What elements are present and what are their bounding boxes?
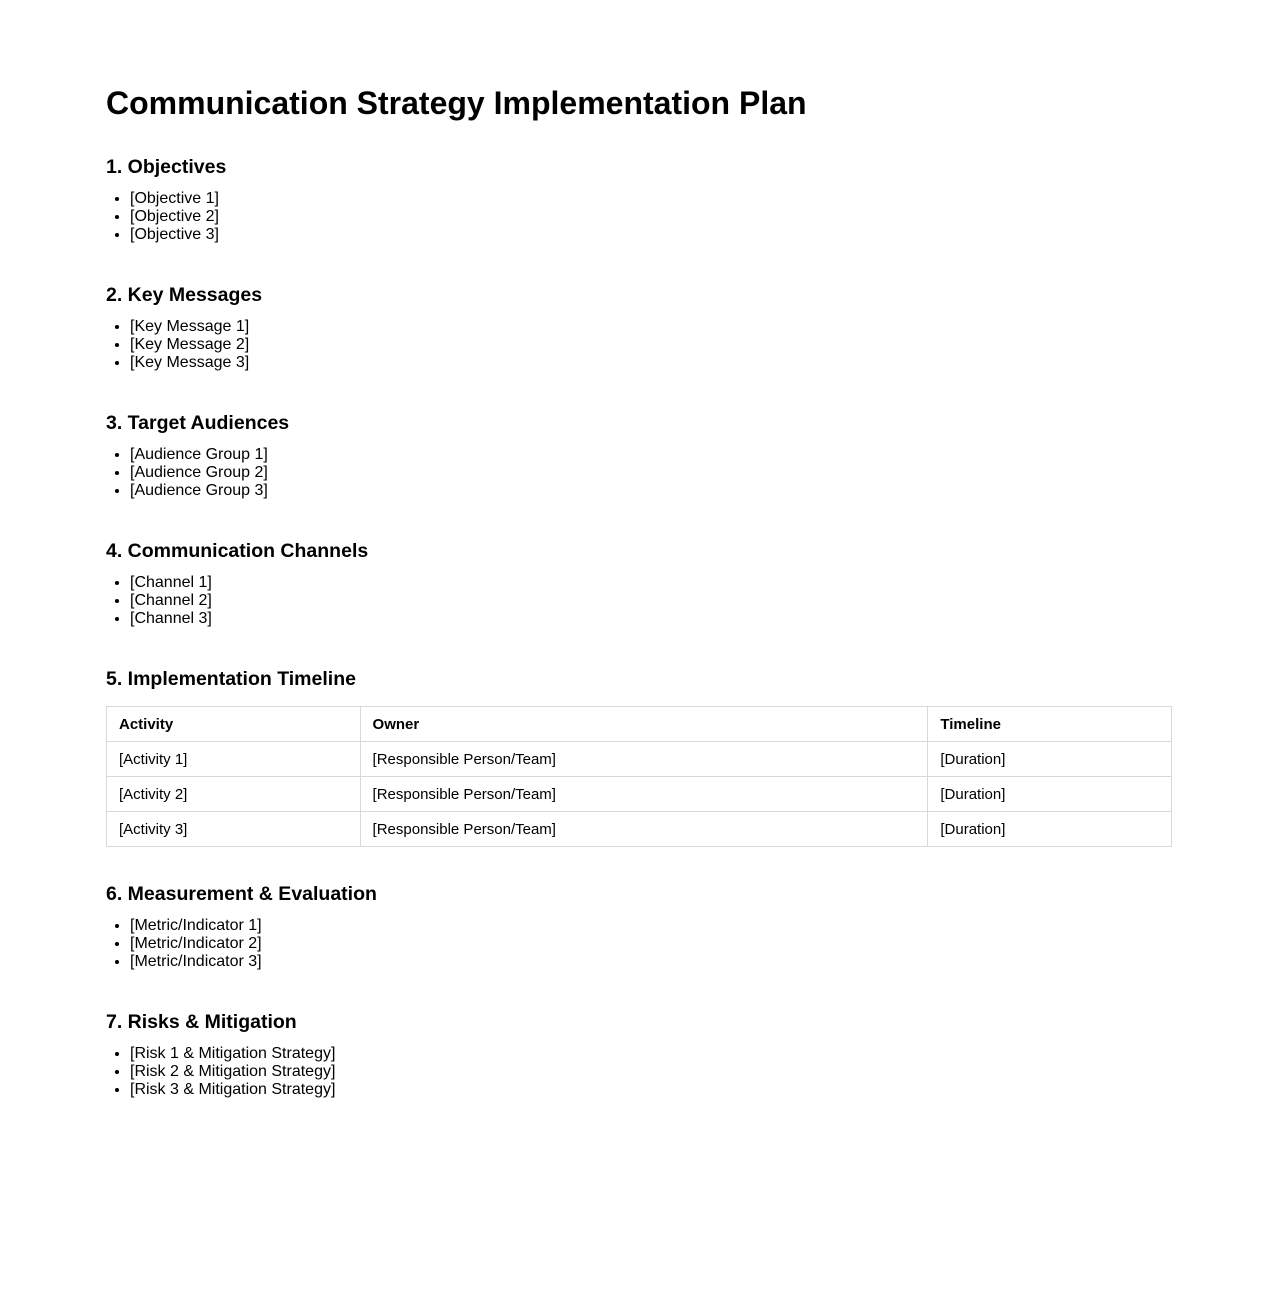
table-cell: [Responsible Person/Team] [360,777,928,812]
section-heading: 1. Objectives [106,156,227,178]
bullet-list [106,574,1172,628]
list-item: • [Metric/Indicator 3] [130,953,1172,971]
list-item: • [Risk 3 & Mitigation Strategy] [130,1081,1172,1099]
section-communication-channels [106,540,1172,628]
page-title: Communication Strategy Implementation Plan [106,85,807,121]
table-cell: [Responsible Person/Team] [360,742,928,777]
column-header-activity: Activity [107,707,361,742]
bullet-list [106,917,1172,971]
list-item: • [Key Message 1] [130,318,1172,336]
list-item: • [Key Message 3] [130,354,1172,372]
table-row [107,812,1172,847]
list-item: • [Objective 3] [130,226,1172,244]
section-measurement-evaluation [106,883,1172,971]
table-cell: [Activity 1] [107,742,361,777]
section-objectives [106,156,1172,244]
list-item: • [Metric/Indicator 2] [130,935,1172,953]
column-header-owner: Owner [360,707,928,742]
list-item: • [Objective 1] [130,190,1172,208]
table-cell: [Duration] [928,742,1172,777]
section-heading: 3. Target Audiences [106,412,290,434]
table-cell: [Activity 3] [107,812,361,847]
list-item: • [Risk 1 & Mitigation Strategy] [130,1045,1172,1063]
list-item: • [Audience Group 1] [130,446,1172,464]
bullet-list [106,190,1172,244]
list-item: • [Risk 2 & Mitigation Strategy] [130,1063,1172,1081]
list-item: • [Audience Group 2] [130,464,1172,482]
section-target-audiences [106,412,1172,500]
list-item: • [Metric/Indicator 1] [130,917,1172,935]
section-heading: 2. Key Messages [106,284,263,306]
section-key-messages [106,284,1172,372]
table-cell: [Duration] [928,777,1172,812]
table-cell: [Activity 2] [107,777,361,812]
table-header-row [107,707,1172,742]
section-heading: 7. Risks & Mitigation [106,1011,297,1033]
section-heading: 6. Measurement & Evaluation [106,883,377,905]
bullet-list [106,318,1172,372]
table-cell: [Responsible Person/Team] [360,812,928,847]
table-row [107,777,1172,812]
timeline-table [106,706,1172,847]
list-item: • [Key Message 2] [130,336,1172,354]
table-cell: [Duration] [928,812,1172,847]
bullet-list [106,446,1172,500]
table-row [107,742,1172,777]
list-item: • [Channel 2] [130,592,1172,610]
section-risks-mitigation [106,1011,1172,1099]
column-header-timeline: Timeline [928,707,1172,742]
list-item: • [Channel 1] [130,574,1172,592]
section-implementation-timeline [106,668,1172,847]
section-heading: 5. Implementation Timeline [106,668,356,690]
list-item: • [Objective 2] [130,208,1172,226]
list-item: • [Audience Group 3] [130,482,1172,500]
bullet-list [106,1045,1172,1099]
list-item: • [Channel 3] [130,610,1172,628]
section-heading: 4. Communication Channels [106,540,369,562]
